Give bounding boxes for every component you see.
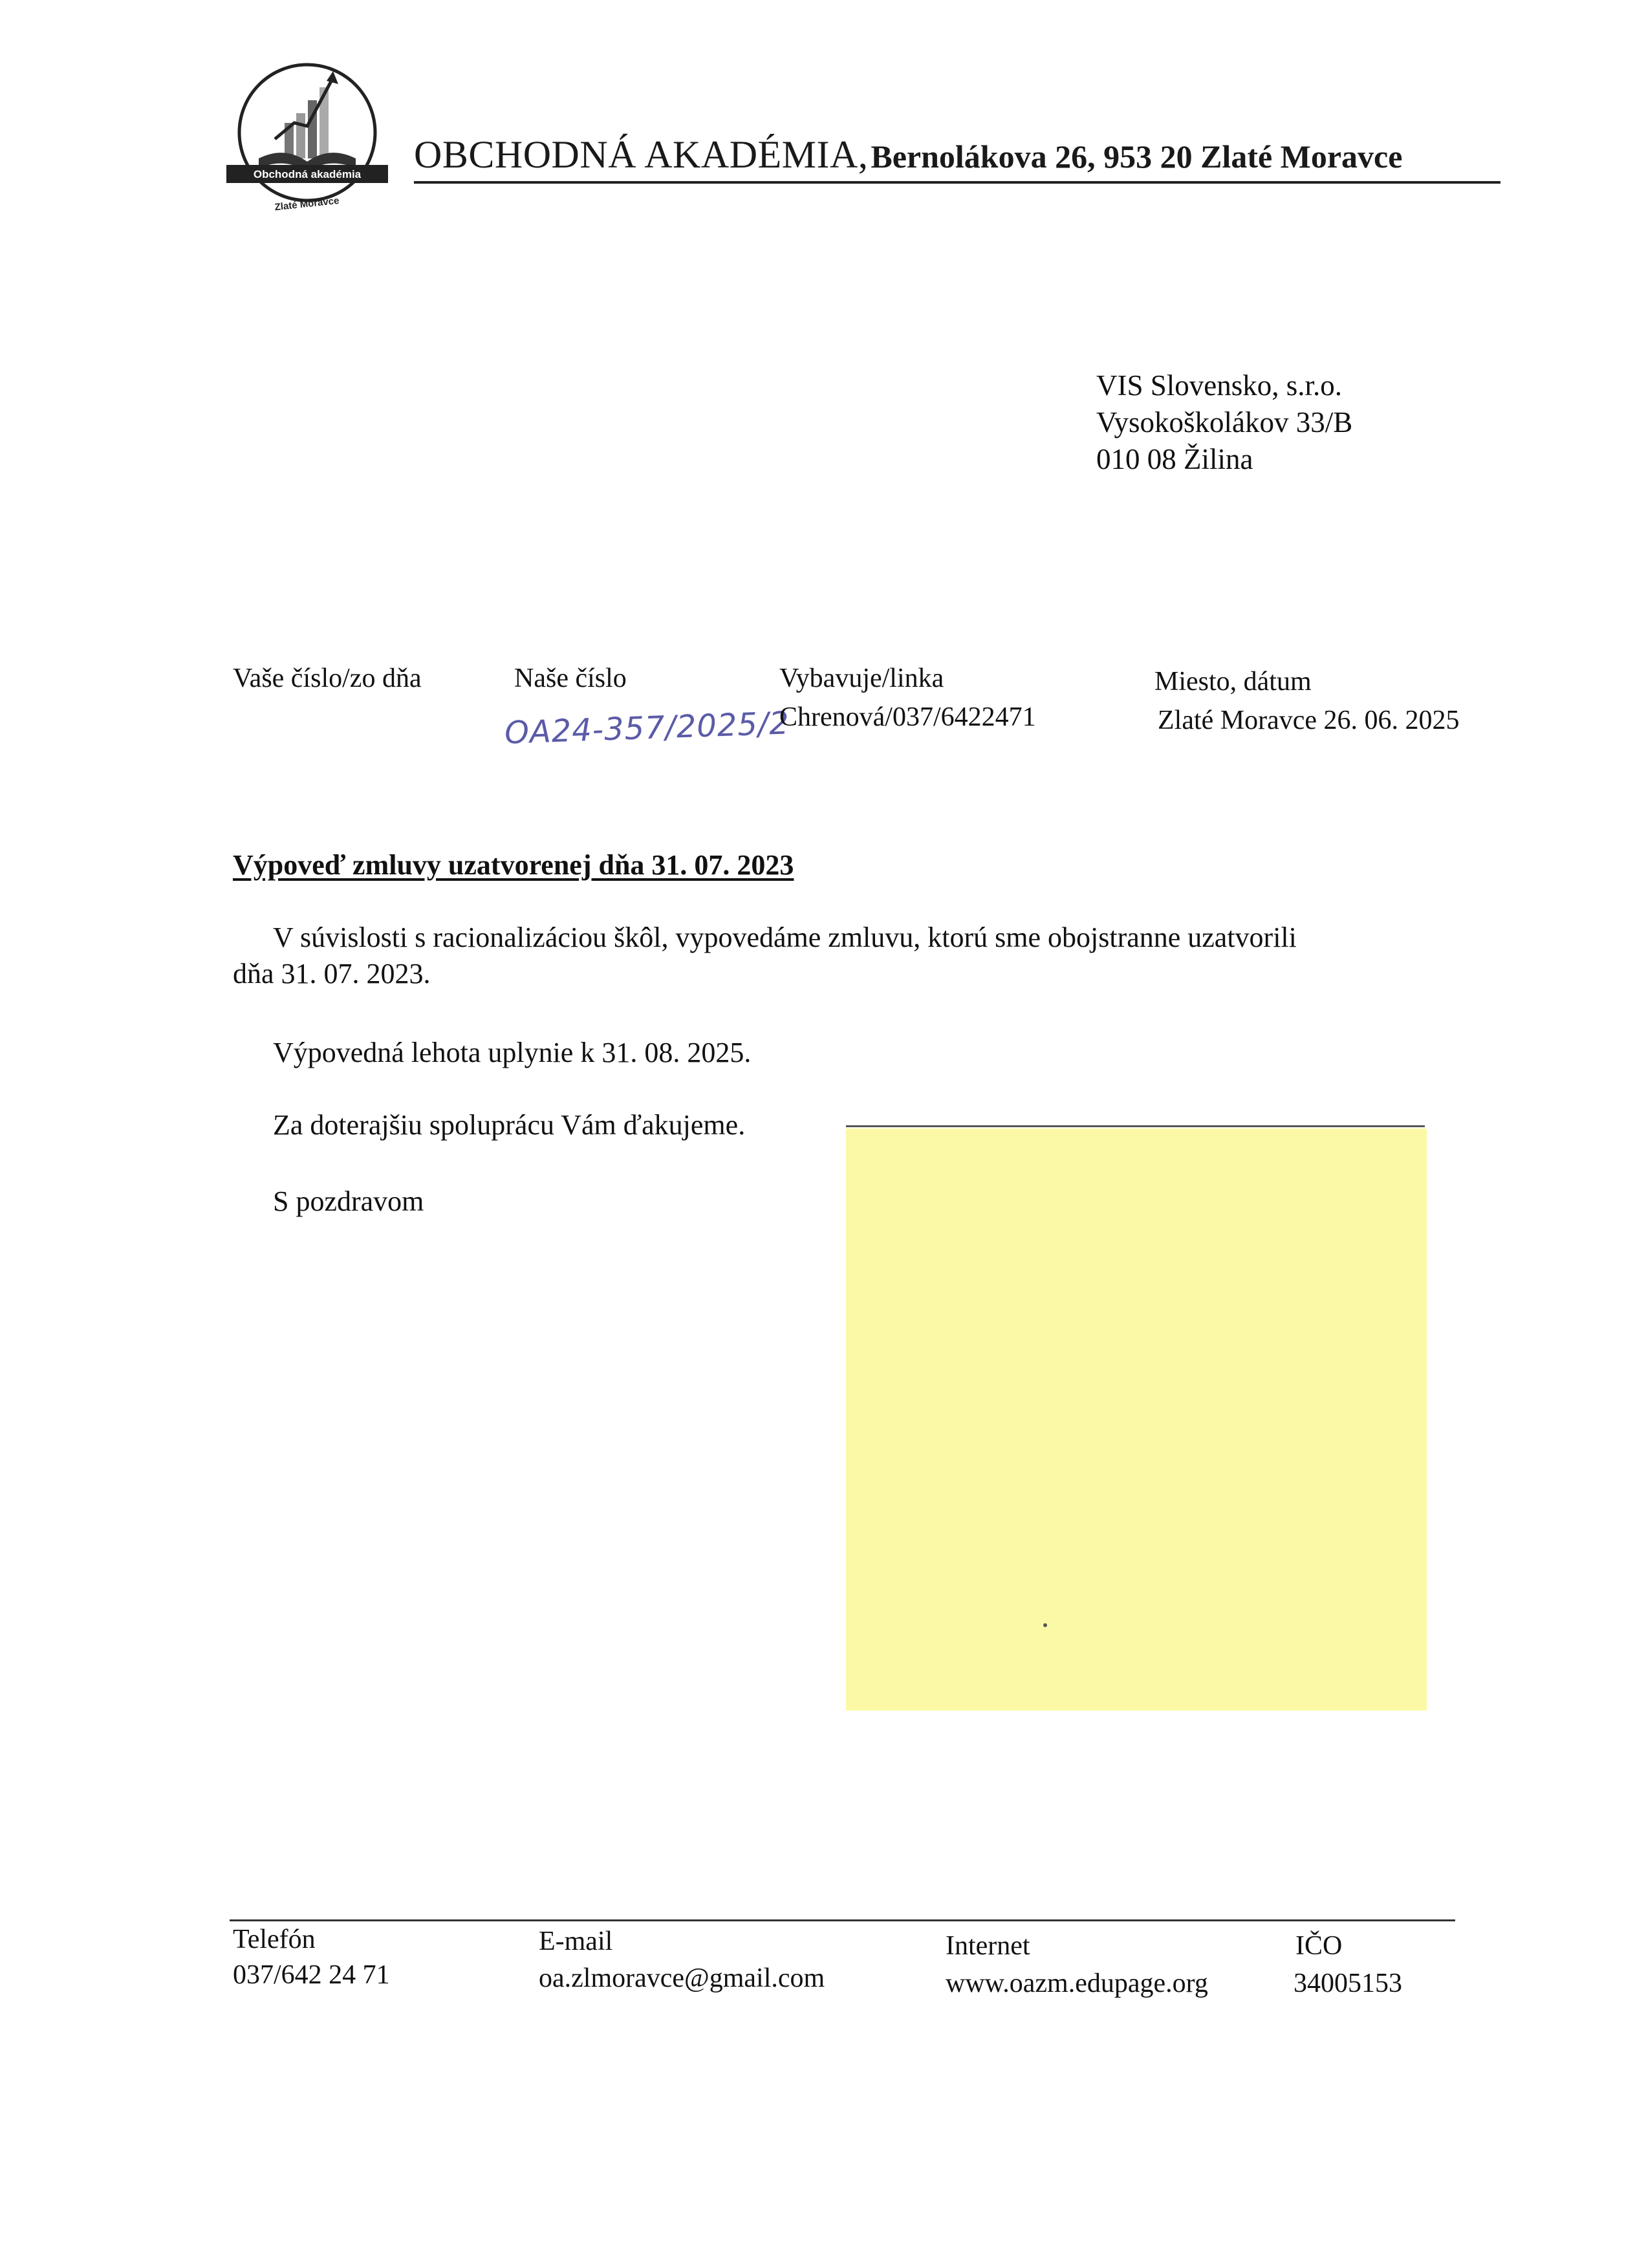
footer-email-label: E-mail [539,1927,613,1956]
footer-divider [230,1919,1455,1921]
logo-bottom-text: Zlaté Moravce [274,195,340,213]
recipient-street: Vysokoškolákov 33/B [1096,406,1353,438]
body-paragraph-1-line-1: V súvislosti s racionalizáciou škôl, vypovedáme zmluvu, ktorú sme obojstranne uzatvorili [273,922,1297,953]
sticky-note [846,1129,1427,1711]
place-date-value: Zlaté Moravce 26. 06. 2025 [1158,706,1460,735]
your-ref-label: Vaše číslo/zo dňa [233,664,422,693]
body-paragraph-3: Za doterajšiu spoluprácu Vám ďakujeme. [273,1109,746,1141]
footer-ico-value: 34005153 [1294,1969,1402,1998]
footer-phone-label: Telefón [233,1925,316,1954]
our-ref-handwritten: OA24-357/2025/2 [504,705,790,751]
body-paragraph-1 [233,920,1450,992]
recipient-company: VIS Slovensko, s.r.o. [1096,369,1343,402]
footer-web-label: Internet [946,1931,1030,1961]
recipient-address [1096,367,1352,478]
footer-phone-value: 037/642 24 71 [233,1960,390,1990]
paper-speck [1043,1623,1047,1627]
footer-web-value: www.oazm.edupage.org [946,1969,1208,1998]
letter-subject: Výpoveď zmluvy uzatvorenej dňa 31. 07. 2023 [233,849,794,881]
school-name: OBCHODNÁ AKADÉMIA, [414,133,869,176]
letterhead-divider [414,181,1500,184]
body-paragraph-1-line-2: dňa 31. 07. 2023. [233,958,431,989]
footer-ico-label: IČO [1295,1931,1343,1961]
signature-line [846,1125,1425,1127]
letterhead [414,133,1402,177]
school-address: Bernolákova 26, 953 20 Zlaté Moravce [871,138,1403,175]
body-paragraph-2: Výpovedná lehota uplynie k 31. 08. 2025. [273,1037,752,1068]
place-date-label: Miesto, dátum [1154,667,1312,697]
footer-email-value: oa.zlmoravce@gmail.com [539,1963,825,1993]
our-ref-label: Naše číslo [514,664,627,693]
handled-by-value: Chrenová/037/6422471 [779,702,1036,732]
school-logo [223,61,391,223]
recipient-city: 010 08 Žilina [1096,443,1253,475]
handled-by-label: Vybavuje/linka [779,664,944,693]
closing-greeting: S pozdravom [273,1185,424,1217]
logo-banner-text: Obchodná akadémia [253,168,362,180]
